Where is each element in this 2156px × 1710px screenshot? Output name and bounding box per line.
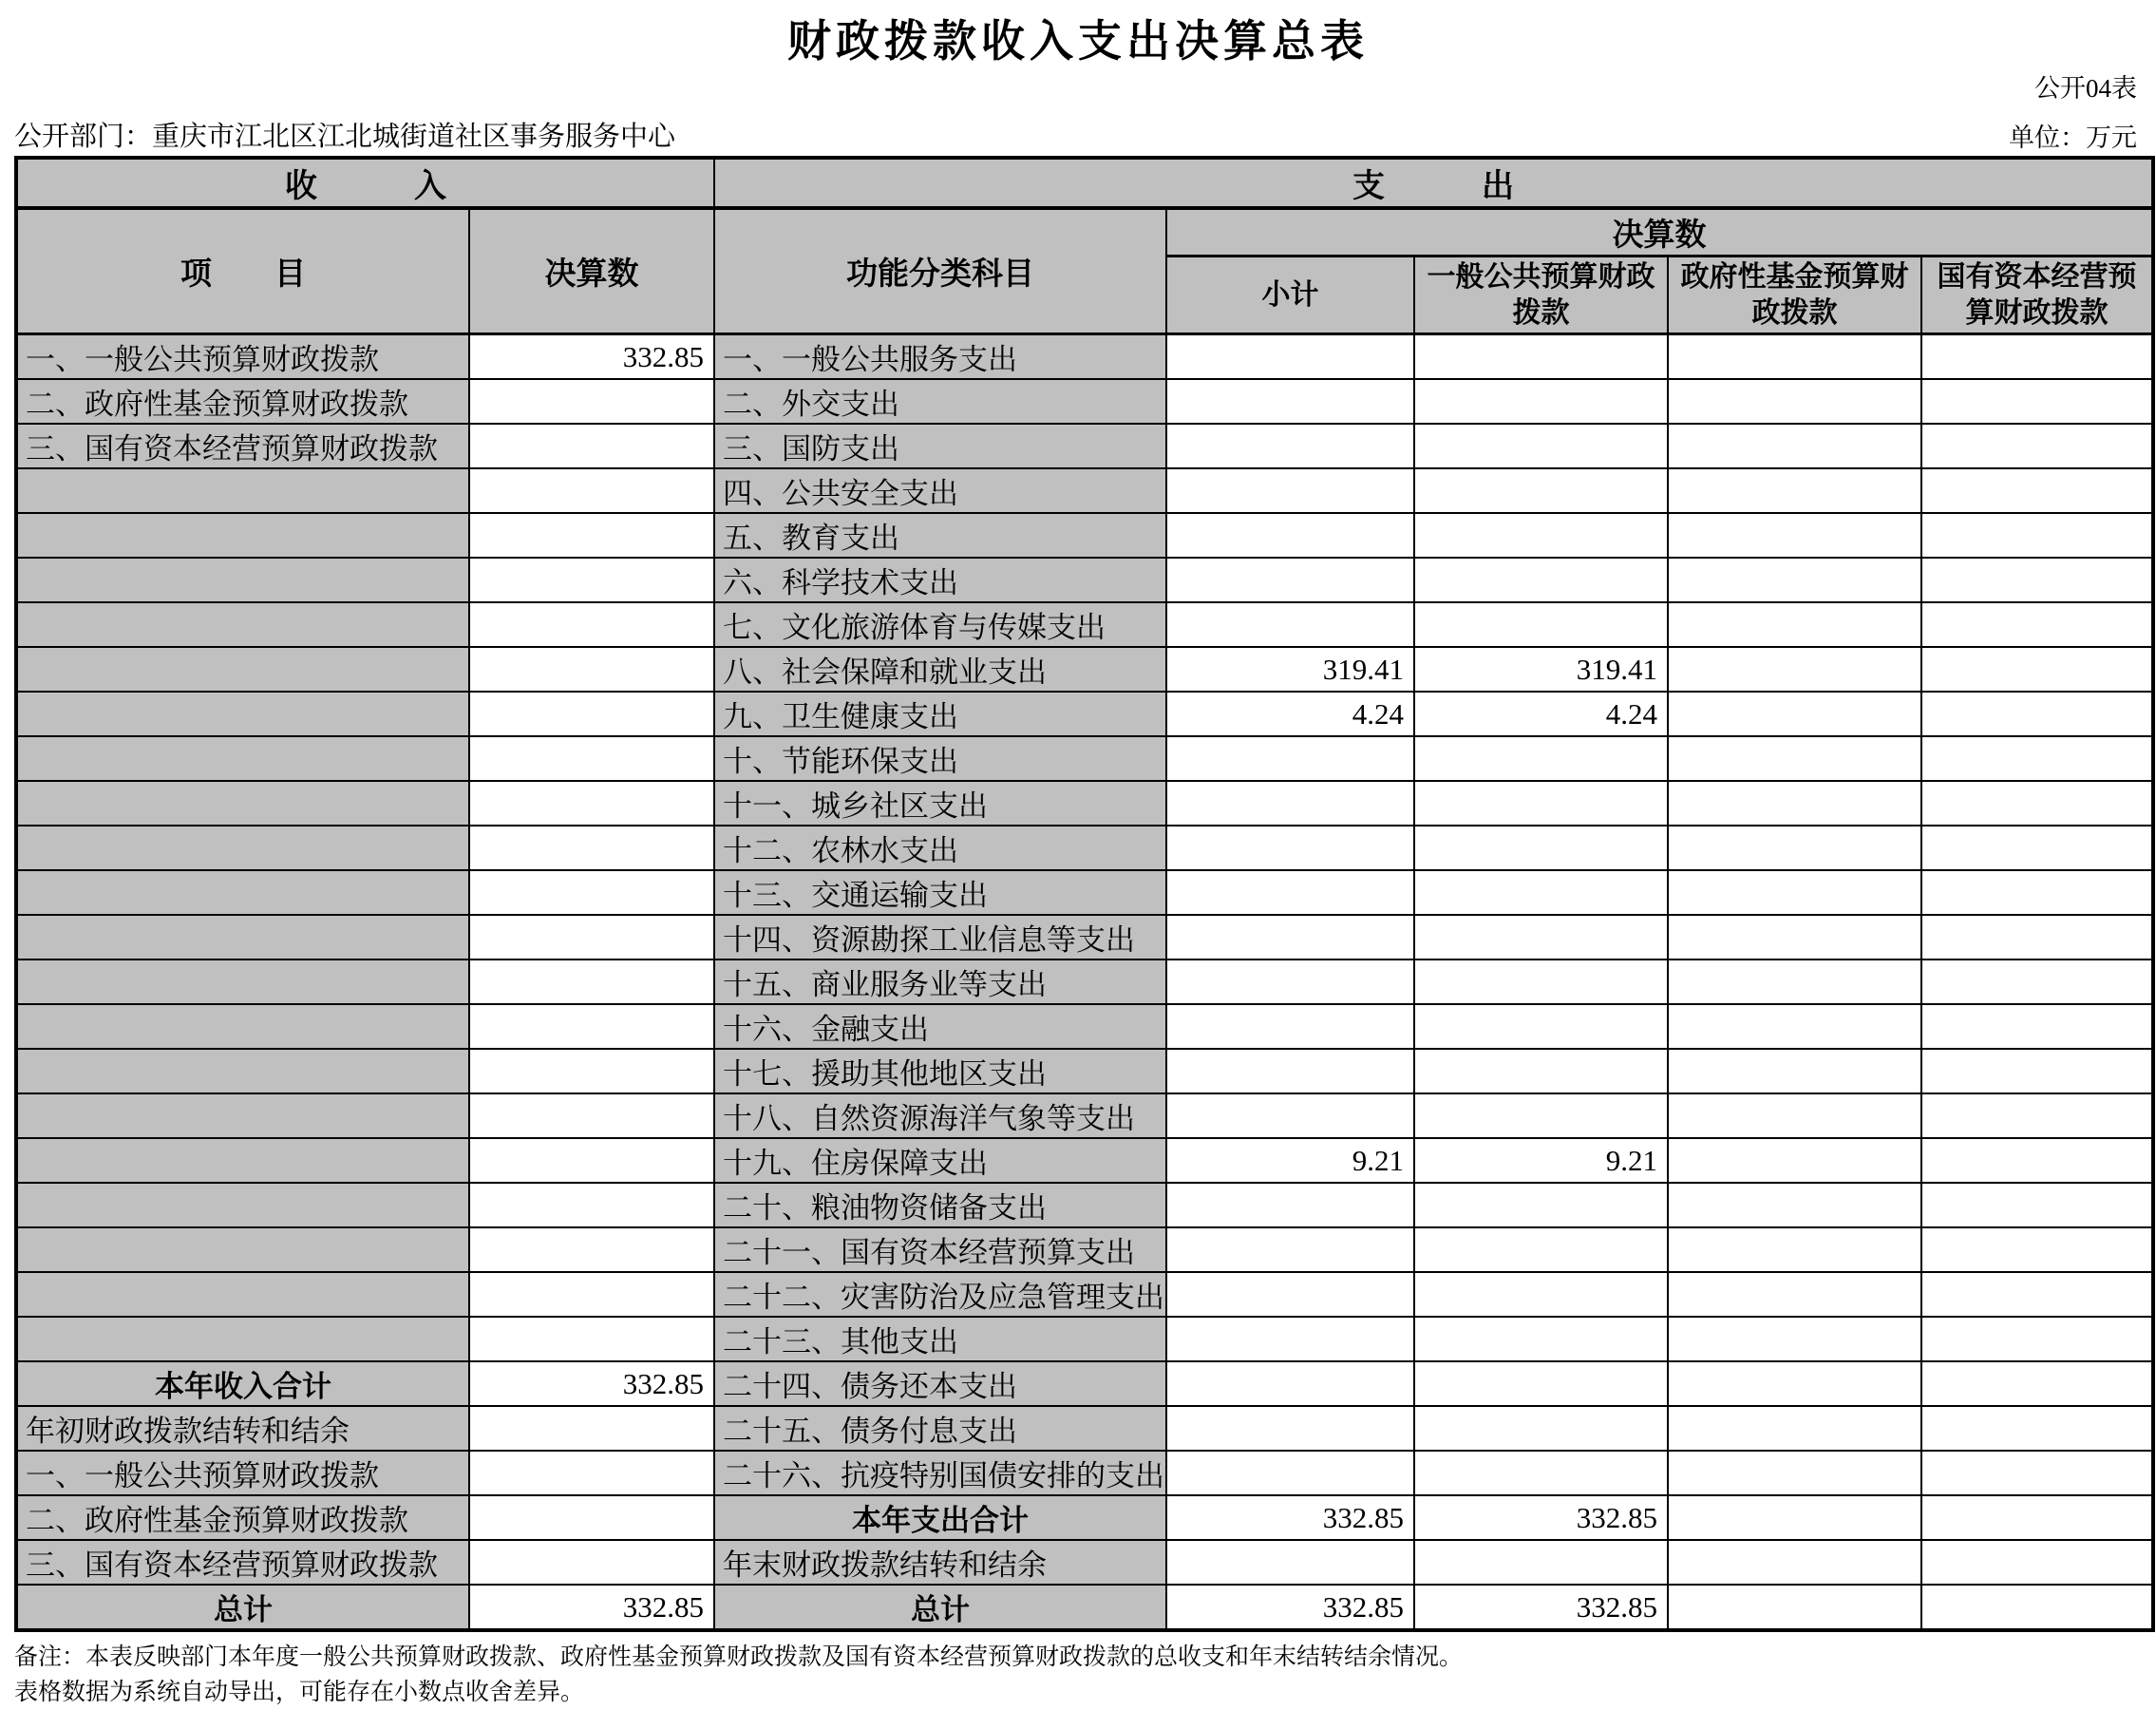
- subtotal-cell: [1166, 1406, 1414, 1451]
- gov-fund-cell: [1668, 424, 1921, 468]
- expense-item-cell: 二十五、债务付息支出: [714, 1406, 1166, 1451]
- state-capital-cell: [1921, 1540, 2153, 1585]
- state-capital-cell: [1921, 1093, 2153, 1138]
- expense-item-cell: 十六、金融支出: [714, 1004, 1166, 1049]
- income-item-cell: [16, 1138, 469, 1183]
- state-capital-cell: [1921, 1585, 2153, 1630]
- income-value-cell: [469, 513, 714, 558]
- gov-fund-cell: [1668, 1451, 1921, 1495]
- state-capital-cell: [1921, 692, 2153, 736]
- state-capital-cell: [1921, 915, 2153, 960]
- expense-item-cell: 十三、交通运输支出: [714, 870, 1166, 915]
- income-value-cell: [469, 826, 714, 870]
- subtotal-cell: [1166, 826, 1414, 870]
- income-value-cell: [469, 1540, 714, 1585]
- income-item-cell: [16, 692, 469, 736]
- income-item-cell: 一、一般公共预算财政拨款: [16, 1451, 469, 1495]
- subtotal-cell: 9.21: [1166, 1138, 1414, 1183]
- col-header-function-subject: 功能分类科目: [714, 208, 1166, 334]
- fiscal-appropriation-table: [14, 156, 2155, 1632]
- table-row: [16, 781, 2153, 826]
- general-budget-cell: [1414, 1093, 1668, 1138]
- state-capital-cell: [1921, 1272, 2153, 1317]
- gov-fund-cell: [1668, 379, 1921, 424]
- table-row: [16, 468, 2153, 513]
- income-value-cell: [469, 1004, 714, 1049]
- subtotal-cell: [1166, 334, 1414, 380]
- income-value-cell: [469, 781, 714, 826]
- income-item-cell: [16, 826, 469, 870]
- general-budget-cell: 9.21: [1414, 1138, 1668, 1183]
- gov-fund-cell: [1668, 1227, 1921, 1272]
- income-item-cell: [16, 915, 469, 960]
- gov-fund-cell: [1668, 602, 1921, 647]
- subtotal-cell: [1166, 870, 1414, 915]
- subtotal-cell: [1166, 1451, 1414, 1495]
- expense-item-cell: 四、公共安全支出: [714, 468, 1166, 513]
- general-budget-cell: [1414, 915, 1668, 960]
- gov-fund-cell: [1668, 1495, 1921, 1540]
- col-header-gov-fund-budget: 政府性基金预算财政拨款: [1668, 256, 1921, 334]
- table-row: [16, 1004, 2153, 1049]
- state-capital-cell: [1921, 468, 2153, 513]
- table-row: [16, 424, 2153, 468]
- table-row: [16, 915, 2153, 960]
- column-header-row-1: [16, 208, 2153, 256]
- state-capital-cell: [1921, 558, 2153, 602]
- subtotal-cell: 4.24: [1166, 692, 1414, 736]
- expense-item-cell: 二十二、灾害防治及应急管理支出: [714, 1272, 1166, 1317]
- expense-item-cell: 十八、自然资源海洋气象等支出: [714, 1093, 1166, 1138]
- table-row: [16, 1317, 2153, 1361]
- general-budget-cell: 332.85: [1414, 1495, 1668, 1540]
- income-value-cell: [469, 468, 714, 513]
- table-row: [16, 1495, 2153, 1540]
- gov-fund-cell: [1668, 1093, 1921, 1138]
- state-capital-cell: [1921, 379, 2153, 424]
- gov-fund-cell: [1668, 468, 1921, 513]
- general-budget-cell: [1414, 1272, 1668, 1317]
- gov-fund-cell: [1668, 1317, 1921, 1361]
- gov-fund-cell: [1668, 1049, 1921, 1093]
- income-value-cell: [469, 1272, 714, 1317]
- gov-fund-cell: [1668, 915, 1921, 960]
- general-budget-cell: [1414, 1049, 1668, 1093]
- income-item-cell: [16, 960, 469, 1004]
- state-capital-cell: [1921, 1227, 2153, 1272]
- subtotal-cell: [1166, 424, 1414, 468]
- table-row: [16, 1272, 2153, 1317]
- income-item-cell: 年初财政拨款结转和结余: [16, 1406, 469, 1451]
- state-capital-cell: [1921, 1049, 2153, 1093]
- general-budget-cell: [1414, 558, 1668, 602]
- income-item-cell: [16, 602, 469, 647]
- gov-fund-cell: [1668, 1406, 1921, 1451]
- footnotes: [14, 1640, 2142, 1710]
- expense-item-cell: 十二、农林水支出: [714, 826, 1166, 870]
- subtotal-cell: [1166, 1093, 1414, 1138]
- income-item-cell: 三、国有资本经营预算财政拨款: [16, 1540, 469, 1585]
- income-value-cell: [469, 558, 714, 602]
- income-item-cell: [16, 1272, 469, 1317]
- income-value-cell: [469, 647, 714, 692]
- income-item-cell: 三、国有资本经营预算财政拨款: [16, 424, 469, 468]
- income-item-cell: 二、政府性基金预算财政拨款: [16, 379, 469, 424]
- subtotal-cell: [1166, 558, 1414, 602]
- income-value-cell: [469, 870, 714, 915]
- income-value-cell: [469, 424, 714, 468]
- income-value-cell: [469, 1227, 714, 1272]
- state-capital-cell: [1921, 1138, 2153, 1183]
- state-capital-cell: [1921, 826, 2153, 870]
- general-budget-cell: [1414, 468, 1668, 513]
- table-row: [16, 558, 2153, 602]
- general-budget-cell: [1414, 1361, 1668, 1406]
- gov-fund-cell: [1668, 513, 1921, 558]
- expense-item-cell: 二十、粮油物资储备支出: [714, 1183, 1166, 1227]
- income-item-cell: [16, 558, 469, 602]
- expense-item-cell: 十五、商业服务业等支出: [714, 960, 1166, 1004]
- state-capital-cell: [1921, 1317, 2153, 1361]
- income-value-cell: [469, 1093, 714, 1138]
- general-budget-cell: [1414, 1406, 1668, 1451]
- state-capital-cell: [1921, 1495, 2153, 1540]
- gov-fund-cell: [1668, 1183, 1921, 1227]
- general-budget-cell: [1414, 1317, 1668, 1361]
- income-item-cell: [16, 1183, 469, 1227]
- income-value-cell: [469, 915, 714, 960]
- subtotal-cell: [1166, 960, 1414, 1004]
- state-capital-cell: [1921, 960, 2153, 1004]
- general-budget-cell: [1414, 1451, 1668, 1495]
- table-row: [16, 1451, 2153, 1495]
- income-value-cell: 332.85: [469, 1585, 714, 1630]
- table-row: [16, 513, 2153, 558]
- general-budget-cell: [1414, 1227, 1668, 1272]
- gov-fund-cell: [1668, 334, 1921, 380]
- subtotal-cell: [1166, 1227, 1414, 1272]
- income-item-cell: [16, 1004, 469, 1049]
- state-capital-cell: [1921, 781, 2153, 826]
- income-value-cell: [469, 1317, 714, 1361]
- gov-fund-cell: [1668, 870, 1921, 915]
- subtotal-cell: [1166, 1272, 1414, 1317]
- gov-fund-cell: [1668, 960, 1921, 1004]
- table-row: [16, 1361, 2153, 1406]
- general-budget-cell: 332.85: [1414, 1585, 1668, 1630]
- gov-fund-cell: [1668, 1272, 1921, 1317]
- general-budget-cell: [1414, 513, 1668, 558]
- expense-item-cell: 二、外交支出: [714, 379, 1166, 424]
- subtotal-cell: [1166, 915, 1414, 960]
- subtotal-cell: [1166, 468, 1414, 513]
- general-budget-cell: [1414, 1183, 1668, 1227]
- general-budget-cell: [1414, 736, 1668, 781]
- table-row: [16, 960, 2153, 1004]
- expense-item-cell: 十七、援助其他地区支出: [714, 1049, 1166, 1093]
- table-row: [16, 1227, 2153, 1272]
- col-header-subtotal: 小计: [1166, 256, 1414, 334]
- general-budget-cell: [1414, 870, 1668, 915]
- table-row: [16, 870, 2153, 915]
- col-header-state-capital-budget: 国有资本经营预算财政拨款: [1921, 256, 2153, 334]
- table-row: [16, 1540, 2153, 1585]
- state-capital-cell: [1921, 1451, 2153, 1495]
- gov-fund-cell: [1668, 647, 1921, 692]
- state-capital-cell: [1921, 1361, 2153, 1406]
- income-value-cell: 332.85: [469, 334, 714, 380]
- expense-item-cell: 十四、资源勘探工业信息等支出: [714, 915, 1166, 960]
- income-value-cell: [469, 1183, 714, 1227]
- income-item-cell: [16, 1227, 469, 1272]
- subtotal-cell: [1166, 736, 1414, 781]
- footnote-rounding: 表格数据为系统自动导出，可能存在小数点收舍差异。: [14, 1680, 585, 1705]
- expense-item-cell: 八、社会保障和就业支出: [714, 647, 1166, 692]
- state-capital-cell: [1921, 1406, 2153, 1451]
- expense-item-cell: 二十四、债务还本支出: [714, 1361, 1166, 1406]
- income-item-cell: [16, 781, 469, 826]
- expense-item-cell: 九、卫生健康支出: [714, 692, 1166, 736]
- income-value-cell: [469, 692, 714, 736]
- subtotal-cell: 319.41: [1166, 647, 1414, 692]
- col-header-income-final-amount: 决算数: [469, 208, 714, 334]
- unit-label: 单位：万元: [2009, 124, 2137, 152]
- income-value-cell: [469, 1495, 714, 1540]
- income-item-cell: 本年收入合计: [16, 1361, 469, 1406]
- expense-item-cell: 五、教育支出: [714, 513, 1166, 558]
- table-row: [16, 334, 2153, 380]
- subtotal-cell: [1166, 1361, 1414, 1406]
- gov-fund-cell: [1668, 826, 1921, 870]
- table-row: [16, 1406, 2153, 1451]
- general-budget-cell: [1414, 424, 1668, 468]
- table-row: [16, 1093, 2153, 1138]
- subtotal-cell: [1166, 513, 1414, 558]
- state-capital-cell: [1921, 1004, 2153, 1049]
- income-item-cell: 一、一般公共预算财政拨款: [16, 334, 469, 380]
- expense-item-cell: 年末财政拨款结转和结余: [714, 1540, 1166, 1585]
- table-meta: [14, 72, 2142, 156]
- expense-item-cell: 十一、城乡社区支出: [714, 781, 1166, 826]
- expense-item-cell: 二十三、其他支出: [714, 1317, 1166, 1361]
- income-item-cell: [16, 870, 469, 915]
- table-row: [16, 826, 2153, 870]
- income-value-cell: [469, 1451, 714, 1495]
- income-section-header: 收 入: [16, 158, 714, 208]
- table-row: [16, 647, 2153, 692]
- income-item-cell: [16, 1049, 469, 1093]
- general-budget-cell: [1414, 602, 1668, 647]
- income-item-cell: [16, 468, 469, 513]
- subtotal-cell: [1166, 379, 1414, 424]
- table-row: [16, 1049, 2153, 1093]
- subtotal-cell: 332.85: [1166, 1585, 1414, 1630]
- expense-item-cell: 十九、住房保障支出: [714, 1138, 1166, 1183]
- subtotal-cell: [1166, 602, 1414, 647]
- subtotal-cell: [1166, 1004, 1414, 1049]
- gov-fund-cell: [1668, 1540, 1921, 1585]
- gov-fund-cell: [1668, 1361, 1921, 1406]
- gov-fund-cell: [1668, 1004, 1921, 1049]
- income-value-cell: [469, 379, 714, 424]
- footnote-remark: 备注：本表反映部门本年度一般公共预算财政拨款、政府性基金预算财政拨款及国有资本经营预算财政拨款的总收支和年末结转结余情况。: [14, 1644, 1464, 1670]
- table-row: [16, 379, 2153, 424]
- table-row: [16, 1183, 2153, 1227]
- col-header-item: 项 目: [16, 208, 469, 334]
- gov-fund-cell: [1668, 1585, 1921, 1630]
- table-row: [16, 692, 2153, 736]
- general-budget-cell: [1414, 1004, 1668, 1049]
- general-budget-cell: [1414, 960, 1668, 1004]
- expense-item-cell: 十、节能环保支出: [714, 736, 1166, 781]
- gov-fund-cell: [1668, 558, 1921, 602]
- state-capital-cell: [1921, 647, 2153, 692]
- subtotal-cell: [1166, 1183, 1414, 1227]
- income-value-cell: [469, 1049, 714, 1093]
- state-capital-cell: [1921, 602, 2153, 647]
- income-item-cell: [16, 1093, 469, 1138]
- expense-item-cell: 一、一般公共服务支出: [714, 334, 1166, 380]
- table-row: [16, 1138, 2153, 1183]
- state-capital-cell: [1921, 736, 2153, 781]
- state-capital-cell: [1921, 513, 2153, 558]
- income-value-cell: [469, 1138, 714, 1183]
- expense-item-cell: 本年支出合计: [714, 1495, 1166, 1540]
- expense-section-header: 支 出: [714, 158, 2153, 208]
- gov-fund-cell: [1668, 692, 1921, 736]
- expense-item-cell: 六、科学技术支出: [714, 558, 1166, 602]
- department-label: 公开部门：重庆市江北区江北城街道社区事务服务中心: [14, 122, 676, 152]
- table-code-label: 公开04表: [2034, 74, 2137, 103]
- income-value-cell: [469, 736, 714, 781]
- table-row: [16, 736, 2153, 781]
- general-budget-cell: [1414, 781, 1668, 826]
- general-budget-cell: 319.41: [1414, 647, 1668, 692]
- subtotal-cell: 332.85: [1166, 1495, 1414, 1540]
- section-header-row: [16, 158, 2153, 208]
- general-budget-cell: [1414, 826, 1668, 870]
- gov-fund-cell: [1668, 736, 1921, 781]
- income-value-cell: [469, 960, 714, 1004]
- expense-item-cell: 二十六、抗疫特别国债安排的支出: [714, 1451, 1166, 1495]
- col-header-general-public-budget: 一般公共预算财政拨款: [1414, 256, 1668, 334]
- table-row: [16, 602, 2153, 647]
- expense-item-cell: 七、文化旅游体育与传媒支出: [714, 602, 1166, 647]
- expense-item-cell: 二十一、国有资本经营预算支出: [714, 1227, 1166, 1272]
- state-capital-cell: [1921, 1183, 2153, 1227]
- income-item-cell: 总计: [16, 1585, 469, 1630]
- state-capital-cell: [1921, 870, 2153, 915]
- subtotal-cell: [1166, 1049, 1414, 1093]
- expense-item-cell: 三、国防支出: [714, 424, 1166, 468]
- income-value-cell: 332.85: [469, 1361, 714, 1406]
- general-budget-cell: [1414, 334, 1668, 380]
- income-item-cell: [16, 513, 469, 558]
- page-title: 财政拨款收入支出决算总表: [787, 17, 1369, 66]
- subtotal-cell: [1166, 1540, 1414, 1585]
- subtotal-cell: [1166, 1317, 1414, 1361]
- state-capital-cell: [1921, 424, 2153, 468]
- expense-item-cell: 总计: [714, 1585, 1166, 1630]
- general-budget-cell: [1414, 379, 1668, 424]
- income-item-cell: [16, 1317, 469, 1361]
- income-item-cell: [16, 736, 469, 781]
- gov-fund-cell: [1668, 1138, 1921, 1183]
- income-value-cell: [469, 1406, 714, 1451]
- col-header-expense-final-amount-group: 决算数: [1166, 208, 2153, 256]
- income-item-cell: 二、政府性基金预算财政拨款: [16, 1495, 469, 1540]
- table-row: [16, 1585, 2153, 1630]
- state-capital-cell: [1921, 334, 2153, 380]
- income-value-cell: [469, 602, 714, 647]
- subtotal-cell: [1166, 781, 1414, 826]
- gov-fund-cell: [1668, 781, 1921, 826]
- general-budget-cell: [1414, 1540, 1668, 1585]
- income-item-cell: [16, 647, 469, 692]
- general-budget-cell: 4.24: [1414, 692, 1668, 736]
